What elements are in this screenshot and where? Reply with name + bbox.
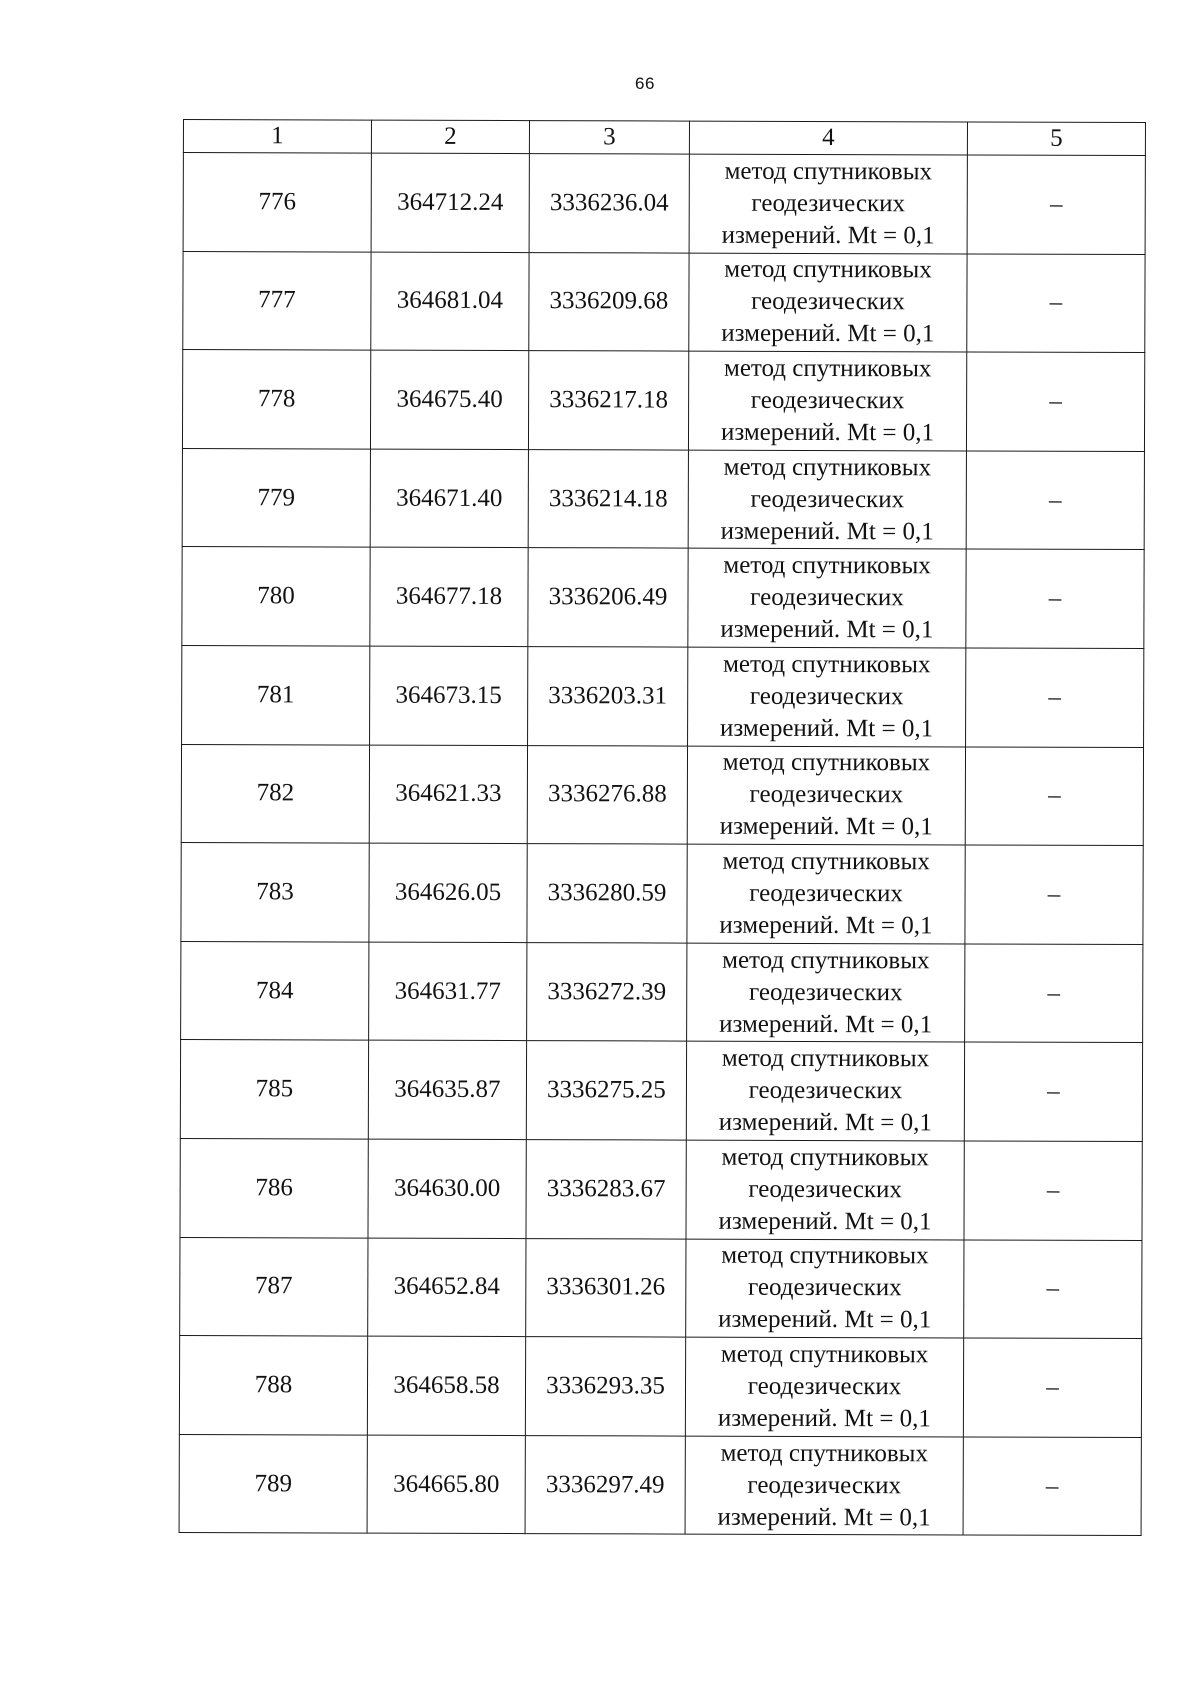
table-row	[181, 941, 1143, 1043]
method-line: метод спутниковых	[724, 157, 933, 186]
point-number-cell: 786	[180, 1138, 368, 1237]
method-line: измерений. Mt = 0,1	[720, 418, 935, 447]
x-coordinate-cell: 364658.58	[367, 1336, 525, 1435]
table-row	[182, 547, 1144, 649]
method-line: метод спутниковых	[721, 1242, 929, 1270]
column-header-1: 1	[183, 120, 371, 154]
table-row	[179, 1434, 1141, 1536]
method-line: метод спутниковых	[720, 1439, 929, 1467]
note-cell: –	[964, 1239, 1142, 1338]
method-line: геодезических	[750, 386, 905, 415]
table-row	[181, 843, 1143, 945]
method-line: геодезических	[749, 879, 903, 908]
x-coordinate-cell: 364681.04	[371, 252, 529, 351]
x-coordinate-cell: 364630.00	[368, 1139, 526, 1238]
method-line: измерений. Mt = 0,1	[721, 320, 935, 348]
x-coordinate-cell: 364631.77	[369, 942, 527, 1041]
method-cell	[686, 1239, 964, 1338]
method-line: геодезических	[749, 682, 904, 711]
note-cell: –	[966, 549, 1144, 648]
x-coordinate-cell: 364626.05	[369, 843, 527, 942]
method-cell	[685, 1337, 963, 1436]
method-line: измерений. Mt = 0,1	[718, 1306, 932, 1334]
y-coordinate-cell: 3336276.88	[527, 745, 687, 844]
y-coordinate-cell: 3336214.18	[528, 449, 688, 548]
method-line: измерений. Mt = 0,1	[720, 615, 934, 644]
method-line: метод спутниковых	[721, 1044, 930, 1073]
point-number-cell: 785	[180, 1040, 368, 1139]
y-coordinate-cell: 3336283.67	[526, 1140, 686, 1239]
table-row	[180, 1040, 1142, 1142]
method-line: метод спутниковых	[723, 650, 931, 679]
point-number-cell: 783	[181, 843, 369, 942]
method-line: метод спутниковых	[720, 1340, 929, 1369]
method-line: геодезических	[751, 288, 905, 316]
y-coordinate-cell: 3336297.49	[525, 1435, 685, 1534]
point-number-cell: 784	[181, 941, 369, 1040]
method-cell	[689, 154, 967, 253]
method-line: измерений. Mt = 0,1	[720, 714, 934, 743]
y-coordinate-cell: 3336209.68	[529, 252, 689, 351]
method-line: измерений. Mt = 0,1	[719, 813, 933, 841]
x-coordinate-cell: 364652.84	[368, 1238, 526, 1337]
method-line: геодезических	[749, 781, 904, 809]
table-row	[180, 1138, 1142, 1240]
note-cell: –	[966, 451, 1144, 550]
method-cell	[688, 548, 966, 647]
point-number-cell: 781	[182, 645, 370, 744]
method-line: измерений. Mt = 0,1	[721, 221, 935, 250]
x-coordinate-cell: 364621.33	[369, 745, 527, 844]
method-cell	[685, 1436, 963, 1535]
method-line: измерений. Mt = 0,1	[717, 1404, 931, 1433]
x-coordinate-cell: 364712.24	[371, 153, 529, 252]
method-cell	[688, 450, 966, 549]
x-coordinate-cell: 364665.80	[367, 1435, 525, 1534]
method-line: измерений. Mt = 0,1	[718, 1108, 932, 1137]
note-cell: –	[967, 254, 1145, 353]
x-coordinate-cell: 364677.18	[370, 547, 528, 646]
table-row	[181, 744, 1143, 846]
method-line: измерений. Mt = 0,1	[718, 1207, 932, 1236]
table-body	[179, 120, 1145, 1536]
y-coordinate-cell: 3336301.26	[526, 1238, 686, 1337]
method-line: метод спутниковых	[722, 749, 931, 777]
note-cell: –	[964, 1141, 1142, 1240]
method-cell	[689, 253, 967, 352]
method-line: измерений. Mt = 0,1	[720, 517, 934, 545]
note-cell: –	[965, 944, 1143, 1043]
column-header-4: 4	[689, 121, 967, 155]
x-coordinate-cell: 364635.87	[368, 1040, 526, 1139]
x-coordinate-cell: 364675.40	[370, 350, 528, 449]
point-number-cell: 778	[182, 350, 370, 449]
method-cell	[687, 746, 965, 845]
method-cell	[686, 1140, 964, 1239]
note-cell: –	[964, 1042, 1142, 1141]
method-line: геодезических	[748, 1175, 902, 1203]
y-coordinate-cell: 3336203.31	[528, 647, 688, 746]
note-cell: –	[965, 747, 1143, 846]
method-cell	[687, 844, 965, 943]
table-row	[182, 448, 1144, 550]
point-number-cell: 787	[180, 1237, 368, 1336]
method-line: метод спутниковых	[723, 551, 931, 580]
note-cell: –	[966, 648, 1144, 747]
method-line: измерений. Mt = 0,1	[719, 1010, 933, 1038]
method-line: геодезических	[748, 1076, 903, 1105]
y-coordinate-cell: 3336280.59	[527, 844, 687, 943]
y-coordinate-cell: 3336272.39	[527, 942, 687, 1041]
note-cell: –	[965, 845, 1143, 944]
column-header-3: 3	[529, 121, 689, 155]
method-line: геодезических	[750, 583, 904, 612]
method-line: метод спутниковых	[722, 847, 930, 876]
table-row	[180, 1237, 1142, 1339]
point-number-cell: 780	[182, 547, 370, 646]
column-header-2: 2	[371, 120, 529, 153]
point-number-cell: 782	[181, 744, 369, 843]
method-line: измерений. Mt = 0,1	[717, 1503, 931, 1531]
table-row	[183, 153, 1145, 255]
method-line: метод спутниковых	[723, 453, 932, 481]
method-line: геодезических	[747, 1274, 902, 1302]
point-number-cell: 789	[179, 1434, 367, 1533]
point-number-cell: 788	[179, 1336, 367, 1435]
method-cell	[688, 647, 966, 746]
method-line: геодезических	[751, 189, 906, 218]
method-line: метод спутниковых	[721, 1143, 929, 1172]
coordinates-table	[179, 119, 1146, 1536]
point-number-cell: 777	[183, 251, 371, 350]
note-cell: –	[963, 1437, 1141, 1536]
point-number-cell: 779	[182, 448, 370, 547]
method-cell	[687, 943, 965, 1042]
method-line: метод спутниковых	[722, 946, 930, 974]
x-coordinate-cell: 364673.15	[370, 646, 528, 745]
column-header-5: 5	[967, 122, 1145, 156]
note-cell: –	[963, 1338, 1141, 1437]
method-line: геодезических	[748, 978, 903, 1006]
table-row	[182, 645, 1144, 747]
table-row	[182, 350, 1144, 452]
y-coordinate-cell: 3336236.04	[529, 154, 689, 253]
y-coordinate-cell: 3336275.25	[526, 1041, 686, 1140]
x-coordinate-cell: 364671.40	[370, 449, 528, 548]
method-line: измерений. Mt = 0,1	[719, 911, 933, 940]
page-number: 66	[635, 74, 655, 93]
method-line: метод спутниковых	[724, 256, 932, 284]
y-coordinate-cell: 3336293.35	[525, 1337, 685, 1436]
method-cell	[686, 1041, 964, 1140]
method-line: геодезических	[750, 485, 905, 513]
method-line: геодезических	[747, 1372, 902, 1401]
note-cell: –	[967, 155, 1145, 254]
point-number-cell: 776	[183, 153, 371, 252]
method-cell	[688, 351, 966, 450]
table-header-row	[183, 120, 1145, 156]
table-row	[183, 251, 1145, 353]
y-coordinate-cell: 3336217.18	[528, 351, 688, 450]
table-row	[179, 1336, 1141, 1438]
y-coordinate-cell: 3336206.49	[528, 548, 688, 647]
method-line: геодезических	[747, 1471, 902, 1499]
method-line: метод спутниковых	[723, 354, 932, 383]
note-cell: –	[966, 352, 1144, 451]
